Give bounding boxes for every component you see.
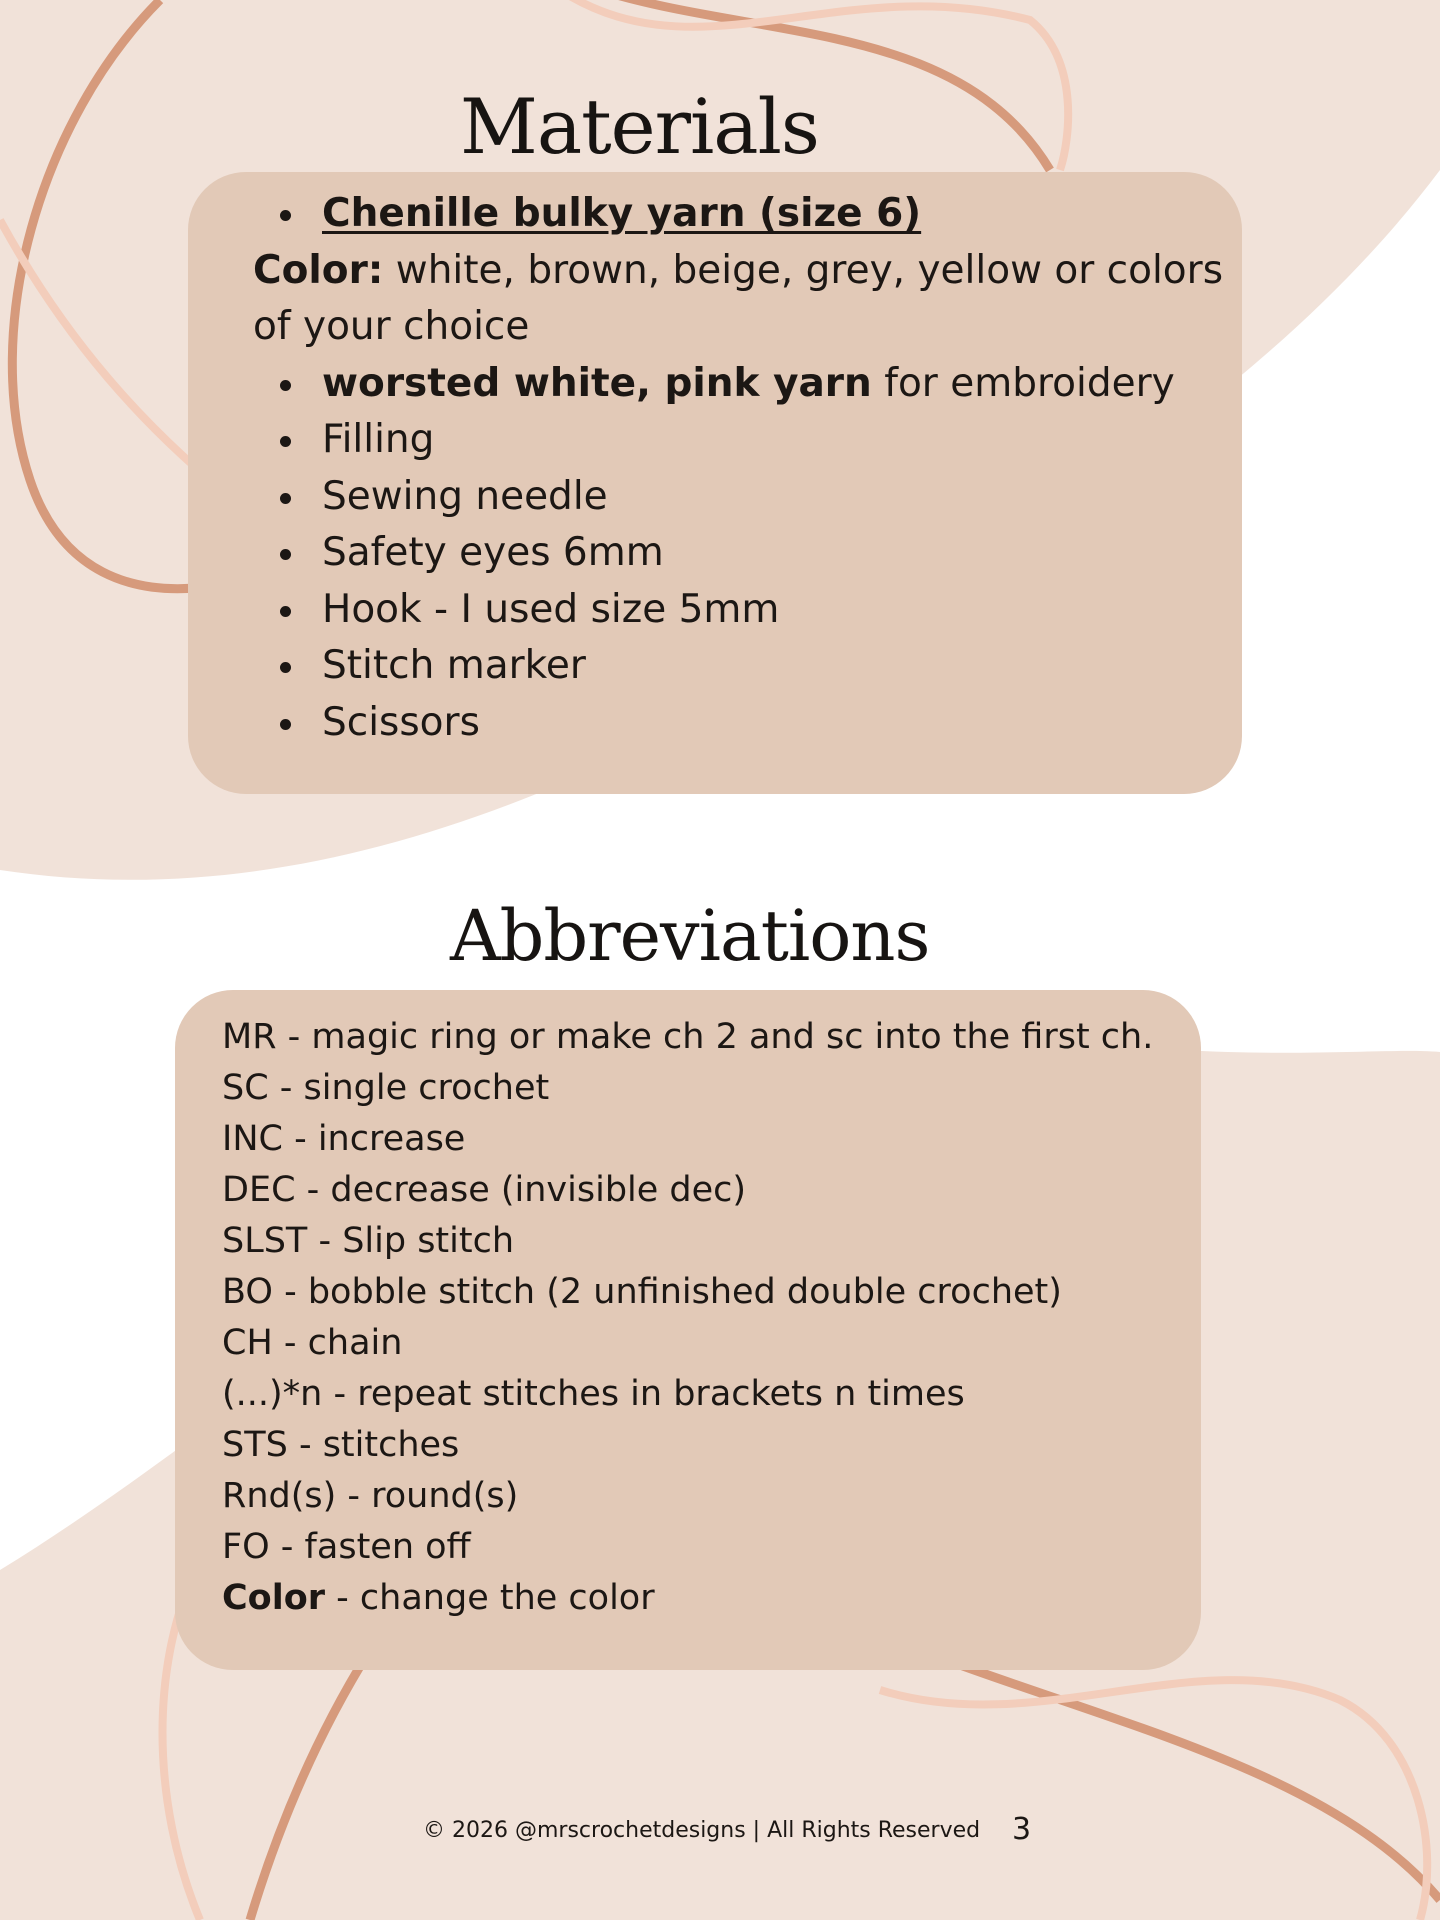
copyright-text: © 2026 @mrscrochetdesigns | All Rights Reserved (423, 1818, 981, 1843)
abbreviation-color-text: - change the color (325, 1578, 655, 1618)
list-item: Filling (253, 412, 1223, 469)
list-item: Hook - I used size 5mm (253, 582, 1223, 639)
abbreviations-title: Abbreviations (450, 895, 930, 977)
abbreviation-item: SLST - Slip stitch (222, 1221, 515, 1261)
color-text: white, brown, beige, grey, yellow or colors (383, 247, 1224, 293)
abbreviation-item: DEC - decrease (invisible dec) (222, 1170, 747, 1210)
embroidery-yarn-label: worsted white, pink yarn (322, 360, 872, 406)
abbreviation-color-label: Color (222, 1578, 326, 1618)
embroidery-yarn-text: for embroidery (871, 360, 1175, 406)
abbreviation-item: INC - increase (222, 1119, 466, 1159)
abbreviation-item: FO - fasten off (222, 1527, 471, 1567)
color-line (253, 243, 1223, 300)
abbreviations-list (222, 1012, 1182, 1624)
list-item: Sewing needle (253, 469, 1223, 526)
yarn-link[interactable]: Chenille bulky yarn (size 6) (322, 191, 922, 236)
color-line-continued: of your choice (253, 304, 530, 349)
abbreviation-item: SC - single crochet (222, 1068, 550, 1108)
list-item: Safety eyes 6mm (253, 525, 1223, 582)
page-number: 3 (1012, 1812, 1032, 1847)
materials-title: Materials (460, 82, 819, 171)
color-label: Color: (253, 247, 384, 293)
abbreviation-item: CH - chain (222, 1323, 403, 1363)
abbreviation-item: MR - magic ring or make ch 2 and sc into the first ch. (222, 1017, 1154, 1057)
list-item: Stitch marker (253, 638, 1223, 695)
list-item: Scissors (253, 695, 1223, 752)
abbreviation-item: STS - stitches (222, 1425, 460, 1465)
abbreviation-item: BO - bobble stitch (2 unfinished double crochet) (222, 1272, 1062, 1312)
abbreviation-item: (...)*n - repeat stitches in brackets n times (222, 1374, 965, 1414)
materials-list (253, 186, 1223, 751)
list-item (253, 356, 1223, 413)
abbreviation-item (222, 1573, 1182, 1624)
list-item (253, 186, 1223, 243)
abbreviation-item: Rnd(s) - round(s) (222, 1476, 519, 1516)
